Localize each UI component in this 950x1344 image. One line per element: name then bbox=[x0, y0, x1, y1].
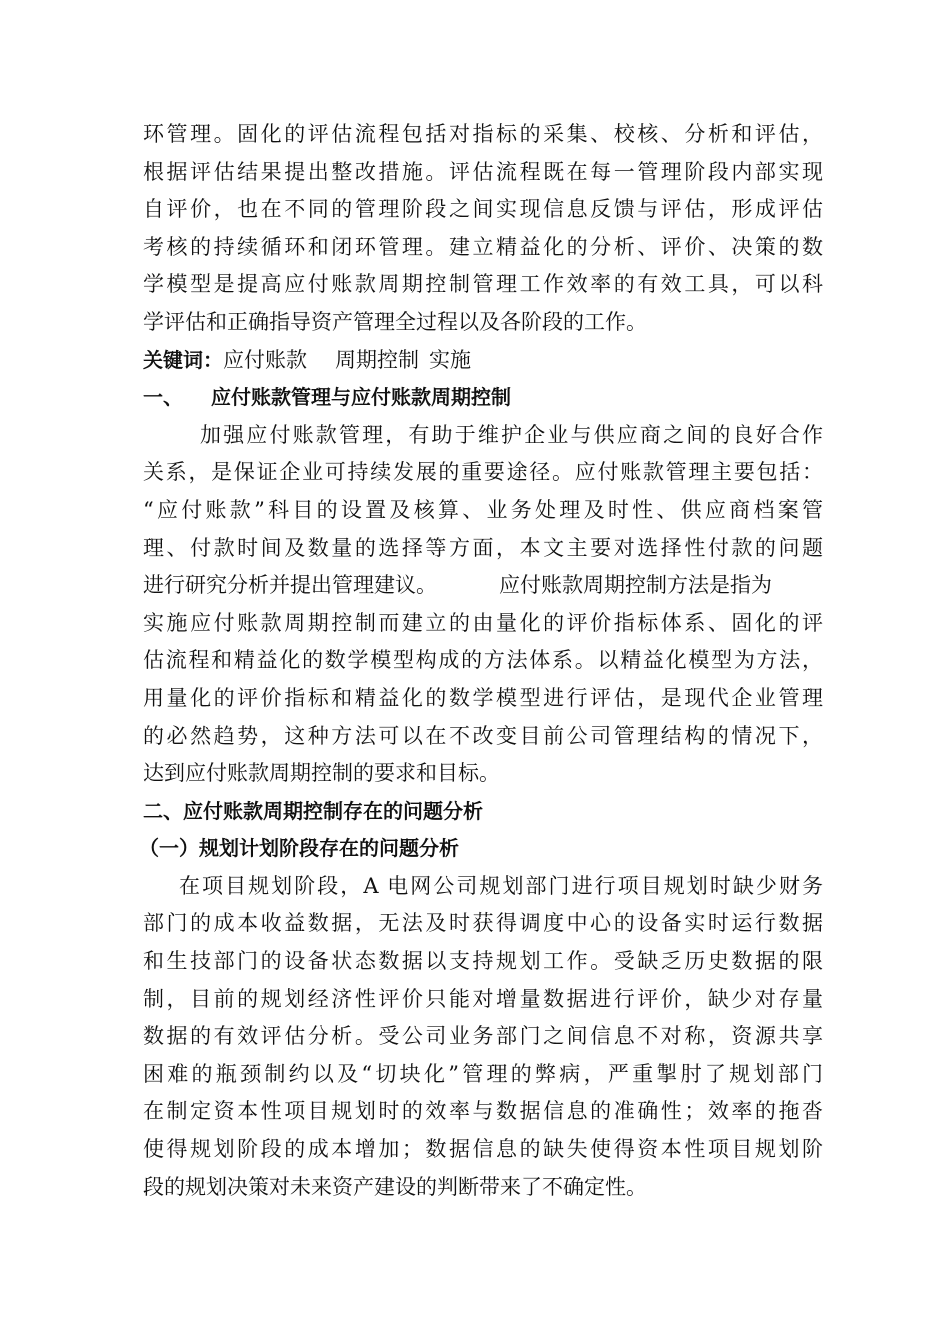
text-line: 在项目规划阶段，A 电网公司规划部门进行项目规划时缺少财务 bbox=[179, 873, 823, 898]
text-line: 环管理。固化的评估流程包括对指标的采集、校核、分析和评估， bbox=[143, 122, 823, 146]
paragraph-planning-stage bbox=[143, 868, 950, 1206]
text-line: 在制定资本性项目规划时的效率与数据信息的准确性；效率的拖沓 bbox=[143, 1099, 823, 1124]
text-segment: 进行研究分析并提出管理建议。 bbox=[143, 573, 437, 598]
text-line: 自评价，也在不同的管理阶段之间实现信息反馈与评估，形成评估 bbox=[143, 197, 823, 222]
section-title: 应付账款管理与应付账款周期控制 bbox=[211, 385, 511, 410]
text-line: 学评估和正确指导资产管理全过程以及各阶段的工作。 bbox=[143, 309, 647, 334]
text-line: 学模型是提高应付账款周期控制管理工作效率的有效工具，可以科 bbox=[143, 272, 823, 297]
text-line: 的必然趋势，这种方法可以在不改变目前公司管理结构的情况下， bbox=[143, 723, 823, 748]
keyword: 周期控制 bbox=[335, 347, 419, 372]
text-segment: 应付账款周期控制方法是指为 bbox=[499, 573, 772, 598]
text-line: 数据的有效评估分析。受公司业务部门之间信息不对称，资源共享 bbox=[143, 1024, 823, 1049]
text-line: 使得规划阶段的成本增加；数据信息的缺失使得资本性项目规划阶 bbox=[143, 1137, 823, 1162]
text-line: 用量化的评价指标和精益化的数学模型进行评估，是现代企业管理 bbox=[143, 685, 823, 710]
section-number: 一、 bbox=[143, 385, 183, 410]
text-line: 制，目前的规划经济性评价只能对增量数据进行评价，缺少对存量 bbox=[143, 986, 823, 1011]
text-line: 困难的瓶颈制约以及“切块化”管理的弊病，严重掣肘了规划部门 bbox=[143, 1061, 823, 1086]
keyword: 应付账款 bbox=[223, 347, 307, 372]
text-line bbox=[143, 567, 823, 605]
text-line: 考核的持续循环和闭环管理。建立精益化的分析、评价、决策的数 bbox=[143, 234, 823, 259]
text-line: 段的规划决策对未来资产建设的判断带来了不确定性。 bbox=[143, 1174, 647, 1199]
text-line: 理、付款时间及数量的选择等方面，本文主要对选择性付款的问题 bbox=[143, 535, 823, 560]
keywords-label: 关键词： bbox=[143, 347, 223, 372]
text-line: 加强应付账款管理，有助于维护企业与供应商之间的良好合作 bbox=[200, 422, 823, 447]
text-line: 达到应付账款周期控制的要求和目标。 bbox=[143, 761, 500, 786]
text-line: 和生技部门的设备状态数据以支持规划工作。受缺乏历史数据的限 bbox=[143, 949, 823, 974]
text-line: 估流程和精益化的数学模型构成的方法体系。以精益化模型为方法， bbox=[143, 648, 823, 673]
text-line: 实施应付账款周期控制而建立的由量化的评价指标体系、固化的评 bbox=[143, 610, 823, 635]
paragraph-payables-management bbox=[143, 417, 950, 793]
keywords-line bbox=[143, 342, 823, 380]
keyword: 实施 bbox=[429, 347, 471, 372]
paragraph-continuation bbox=[143, 116, 950, 342]
section-heading-1 bbox=[143, 379, 823, 417]
section-heading-2: 二、应付账款周期控制存在的问题分析 bbox=[143, 798, 483, 823]
text-line: 根据评估结果提出整改措施。评估流程既在每一管理阶段内部实现 bbox=[143, 159, 823, 184]
subsection-heading-1: （一）规划计划阶段存在的问题分析 bbox=[139, 836, 459, 861]
text-line: 关系，是保证企业可持续发展的重要途径。应付账款管理主要包括： bbox=[143, 460, 823, 485]
text-line: 部门的成本收益数据，无法及时获得调度中心的设备实时运行数据 bbox=[143, 911, 823, 936]
text-line: “应付账款”科目的设置及核算、业务处理及时性、供应商档案管 bbox=[143, 497, 823, 522]
